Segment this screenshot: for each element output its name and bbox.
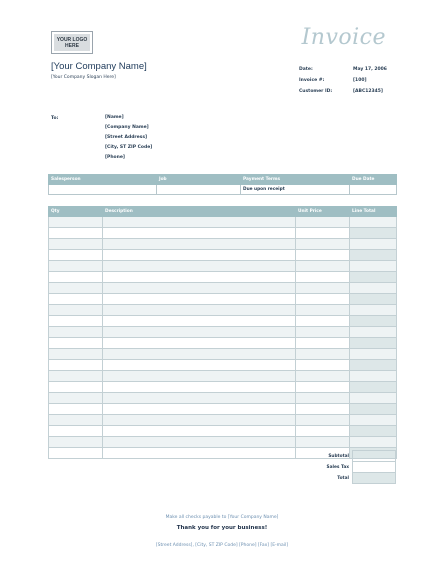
description-cell[interactable]	[103, 239, 296, 250]
unit-price-cell[interactable]	[296, 250, 350, 261]
unit-price-cell[interactable]	[296, 316, 350, 327]
qty-cell[interactable]	[49, 250, 103, 261]
line-item-row	[49, 217, 397, 228]
line-total-cell[interactable]	[350, 426, 397, 437]
company-name: [Your Company Name]	[51, 61, 147, 72]
unit-price-cell[interactable]	[296, 371, 350, 382]
description-cell[interactable]	[103, 415, 296, 426]
description-cell[interactable]	[103, 261, 296, 272]
qty-cell[interactable]	[49, 382, 103, 393]
qty-cell[interactable]	[49, 327, 103, 338]
job-table	[48, 174, 397, 195]
line-items-table	[48, 206, 397, 459]
line-item-row	[49, 239, 397, 250]
qty-cell[interactable]	[49, 349, 103, 360]
line-item-row	[49, 305, 397, 316]
unit-price-cell[interactable]	[296, 404, 350, 415]
unit-price-cell[interactable]	[296, 415, 350, 426]
qty-cell[interactable]	[49, 371, 103, 382]
unit-price-cell[interactable]	[296, 294, 350, 305]
invoice-meta	[299, 64, 399, 97]
invoice-title: Invoice	[301, 25, 386, 50]
bill-to-address	[105, 115, 152, 165]
col-header-description: Description	[103, 207, 296, 217]
bill-to-company: [Company Name]	[105, 125, 149, 130]
line-item-row	[49, 437, 397, 448]
company-slogan: [Your Company Slogan Here]	[51, 75, 116, 80]
col-header-salesperson: Salesperson	[49, 175, 157, 185]
qty-cell[interactable]	[49, 261, 103, 272]
line-total-cell[interactable]	[350, 415, 397, 426]
thank-you-note: Thank you for your business!	[176, 525, 268, 531]
total-label: Total	[337, 475, 349, 481]
line-total-cell[interactable]	[350, 437, 397, 448]
qty-cell[interactable]	[49, 360, 103, 371]
line-total-cell[interactable]	[350, 371, 397, 382]
qty-cell[interactable]	[49, 272, 103, 283]
qty-cell[interactable]	[49, 228, 103, 239]
line-total-cell[interactable]	[350, 338, 397, 349]
line-item-row	[49, 338, 397, 349]
meta-date-value: May 17, 2006	[353, 67, 387, 72]
job-cell[interactable]	[157, 185, 241, 195]
line-item-row	[49, 316, 397, 327]
qty-cell[interactable]	[49, 415, 103, 426]
description-cell[interactable]	[103, 294, 296, 305]
line-item-row	[49, 272, 397, 283]
meta-invoice-number-value: [100]	[353, 78, 367, 83]
meta-invoice-number	[299, 75, 399, 86]
description-cell[interactable]	[103, 448, 296, 459]
qty-cell[interactable]	[49, 316, 103, 327]
qty-cell[interactable]	[49, 294, 103, 305]
logo-text-line1: YOUR LOGO	[56, 36, 88, 43]
meta-invoice-number-label: Invoice #:	[299, 78, 325, 83]
line-item-row	[49, 261, 397, 272]
meta-date-label: Date:	[299, 67, 313, 72]
unit-price-cell[interactable]	[296, 382, 350, 393]
unit-price-cell[interactable]	[296, 360, 350, 371]
subtotal-label: Subtotal	[328, 453, 349, 459]
description-cell[interactable]	[103, 349, 296, 360]
meta-date	[299, 64, 399, 75]
bill-to-name: [Name]	[105, 115, 124, 120]
qty-cell[interactable]	[49, 338, 103, 349]
sales-tax-label: Sales Tax	[326, 464, 349, 470]
unit-price-cell[interactable]	[296, 217, 350, 228]
unit-price-cell[interactable]	[296, 426, 350, 437]
line-total-cell[interactable]	[350, 239, 397, 250]
description-cell[interactable]	[103, 404, 296, 415]
line-item-row	[49, 371, 397, 382]
qty-cell[interactable]	[49, 283, 103, 294]
description-cell[interactable]	[103, 382, 296, 393]
bill-to-street: [Street Address]	[105, 135, 148, 140]
qty-cell[interactable]	[49, 404, 103, 415]
description-cell[interactable]	[103, 393, 296, 404]
col-header-qty: Qty	[49, 207, 103, 217]
due-date-cell[interactable]	[350, 185, 397, 195]
unit-price-cell[interactable]	[296, 437, 350, 448]
line-item-row	[49, 327, 397, 338]
qty-cell[interactable]	[49, 305, 103, 316]
unit-price-cell[interactable]	[296, 393, 350, 404]
description-cell[interactable]	[103, 371, 296, 382]
unit-price-cell[interactable]	[296, 338, 350, 349]
description-cell[interactable]	[103, 327, 296, 338]
line-total-cell[interactable]	[350, 283, 397, 294]
description-cell[interactable]	[103, 437, 296, 448]
bill-to-label: To:	[51, 116, 59, 121]
logo-text-line2: HERE	[65, 42, 79, 49]
unit-price-cell[interactable]	[296, 349, 350, 360]
line-total-cell[interactable]	[350, 272, 397, 283]
bill-to-city: [City, ST ZIP Code]	[105, 145, 153, 150]
description-cell[interactable]	[103, 217, 296, 228]
line-item-row	[49, 349, 397, 360]
company-logo-placeholder	[51, 31, 93, 54]
line-total-cell[interactable]	[350, 305, 397, 316]
unit-price-cell[interactable]	[296, 327, 350, 338]
qty-cell[interactable]	[49, 426, 103, 437]
description-cell[interactable]	[103, 228, 296, 239]
line-item-row	[49, 393, 397, 404]
line-total-cell[interactable]	[350, 217, 397, 228]
totals-table	[295, 450, 396, 484]
unit-price-cell[interactable]	[296, 305, 350, 316]
line-item-row	[49, 228, 397, 239]
qty-cell[interactable]	[49, 217, 103, 228]
line-total-cell[interactable]	[350, 360, 397, 371]
col-header-line-total: Line Total	[350, 207, 397, 217]
total-value[interactable]	[353, 473, 396, 484]
line-total-cell[interactable]	[350, 327, 397, 338]
line-item-row	[49, 426, 397, 437]
qty-cell[interactable]	[49, 448, 103, 459]
col-header-job: Job	[157, 175, 241, 185]
line-total-cell[interactable]	[350, 404, 397, 415]
line-item-row	[49, 382, 397, 393]
subtotal-value[interactable]	[353, 451, 396, 462]
meta-customer-id-label: Customer ID:	[299, 89, 333, 94]
line-item-row	[49, 415, 397, 426]
line-item-row	[49, 404, 397, 415]
line-total-cell[interactable]	[350, 250, 397, 261]
line-total-cell[interactable]	[350, 382, 397, 393]
salesperson-cell[interactable]	[49, 185, 157, 195]
description-cell[interactable]	[103, 250, 296, 261]
line-item-row	[49, 283, 397, 294]
footer-contact: [Street Address], [City, ST ZIP Code] [Phone] [Fax] [E-mail]	[155, 543, 289, 548]
description-cell[interactable]	[103, 338, 296, 349]
unit-price-cell[interactable]	[296, 228, 350, 239]
line-total-cell[interactable]	[350, 316, 397, 327]
description-cell[interactable]	[103, 426, 296, 437]
description-cell[interactable]	[103, 305, 296, 316]
line-total-cell[interactable]	[350, 228, 397, 239]
col-header-due-date: Due Date	[350, 175, 397, 185]
line-total-cell[interactable]	[350, 294, 397, 305]
sales-tax-value[interactable]	[353, 462, 396, 473]
line-item-row	[49, 294, 397, 305]
description-cell[interactable]	[103, 272, 296, 283]
line-total-cell[interactable]	[350, 393, 397, 404]
description-cell[interactable]	[103, 283, 296, 294]
meta-customer-id	[299, 86, 399, 97]
unit-price-cell[interactable]	[296, 283, 350, 294]
qty-cell[interactable]	[49, 239, 103, 250]
line-item-row	[49, 250, 397, 261]
col-header-unit-price: Unit Price	[296, 207, 350, 217]
line-total-cell[interactable]	[350, 261, 397, 272]
meta-customer-id-value: [ABC12345]	[353, 89, 383, 94]
checks-payable-note: Make all checks payable to [Your Company Name]	[165, 515, 279, 520]
qty-cell[interactable]	[49, 437, 103, 448]
col-header-payment-terms: Payment Terms	[241, 175, 350, 185]
qty-cell[interactable]	[49, 393, 103, 404]
payment-terms-cell[interactable]: Due upon receipt	[241, 185, 350, 195]
unit-price-cell[interactable]	[296, 272, 350, 283]
line-total-cell[interactable]	[350, 349, 397, 360]
description-cell[interactable]	[103, 316, 296, 327]
bill-to-phone: [Phone]	[105, 155, 125, 160]
line-item-row	[49, 360, 397, 371]
unit-price-cell[interactable]	[296, 239, 350, 250]
unit-price-cell[interactable]	[296, 261, 350, 272]
description-cell[interactable]	[103, 360, 296, 371]
